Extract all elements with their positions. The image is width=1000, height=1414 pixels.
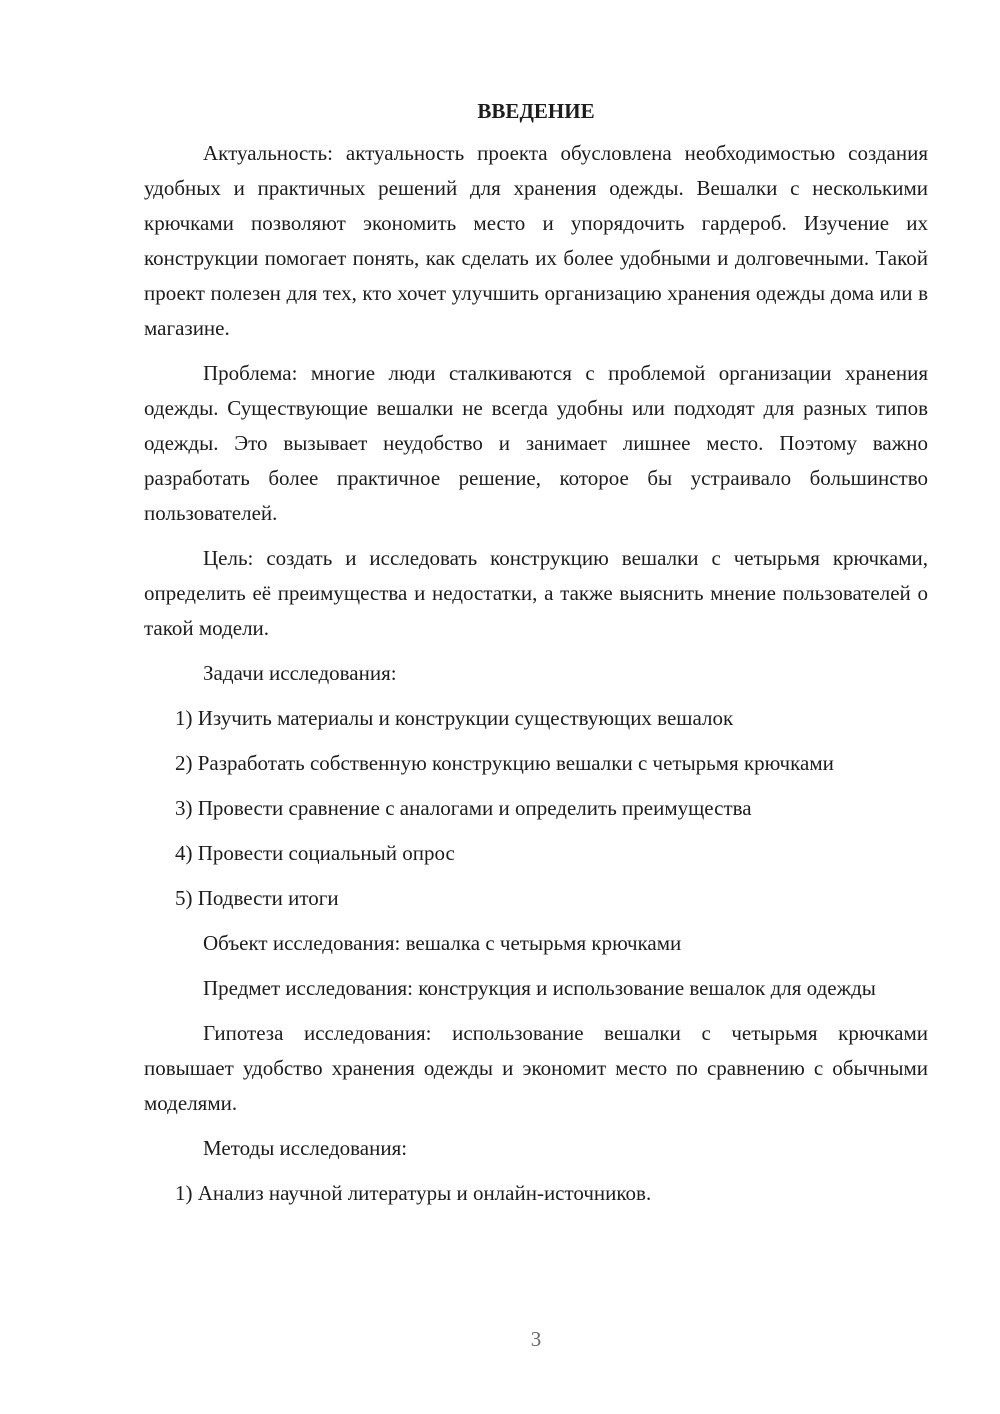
task-item: 1) Изучить материалы и конструкции существующих вешалок [175, 706, 734, 730]
paragraph-problem: Проблема: многие люди сталкиваются с проблемой организации хранения одежды. Существующие вешалки не всегда удобны или подходят для разных типов одежды. Это вызывает неудобство и занимает лишнее место. Поэтому важно разработать более практичное решение, которое бы устраивало большинство пользователей. [144, 361, 928, 525]
task-item: 4) Провести социальный опрос [175, 841, 455, 865]
page-title: ВВЕДЕНИЕ [477, 99, 595, 123]
task-item: 5) Подвести итоги [175, 886, 339, 910]
paragraph-hypothesis: Гипотеза исследования: использование вешалки с четырьмя крючками повышает удобство хранения одежды и экономит место по сравнению с обычными моделями. [144, 1021, 928, 1115]
paragraph-relevance: Актуальность: актуальность проекта обусловлена необходимостью создания удобных и практичных решений для хранения одежды. Вешалки с несколькими крючками позволяют экономить место и упорядочить гардероб. Изучение их конструкции помогает понять, как сделать их более удобными и долговечными. Такой проект полезен для тех, кто хочет улучшить организацию хранения одежды дома или в магазине. [144, 141, 928, 340]
paragraph-object: Объект исследования: вешалка с четырьмя крючками [203, 931, 682, 955]
paragraph-goal: Цель: создать и исследовать конструкцию вешалки с четырьмя крючками, определить её преимущества и недостатки, а также выяснить мнение пользователей о такой модели. [144, 546, 928, 640]
tasks-heading: Задачи исследования: [203, 661, 397, 685]
page-content [144, 96, 928, 1221]
methods-heading: Методы исследования: [203, 1136, 408, 1160]
page-number: 3 [530, 1327, 542, 1351]
task-item: 3) Провести сравнение с аналогами и определить преимущества [175, 796, 752, 820]
task-item: 2) Разработать собственную конструкцию вешалки с четырьмя крючками [175, 751, 834, 775]
paragraph-subject: Предмет исследования: конструкция и использование вешалок для одежды [203, 976, 876, 1000]
method-item: 1) Анализ научной литературы и онлайн-источников. [175, 1181, 652, 1205]
